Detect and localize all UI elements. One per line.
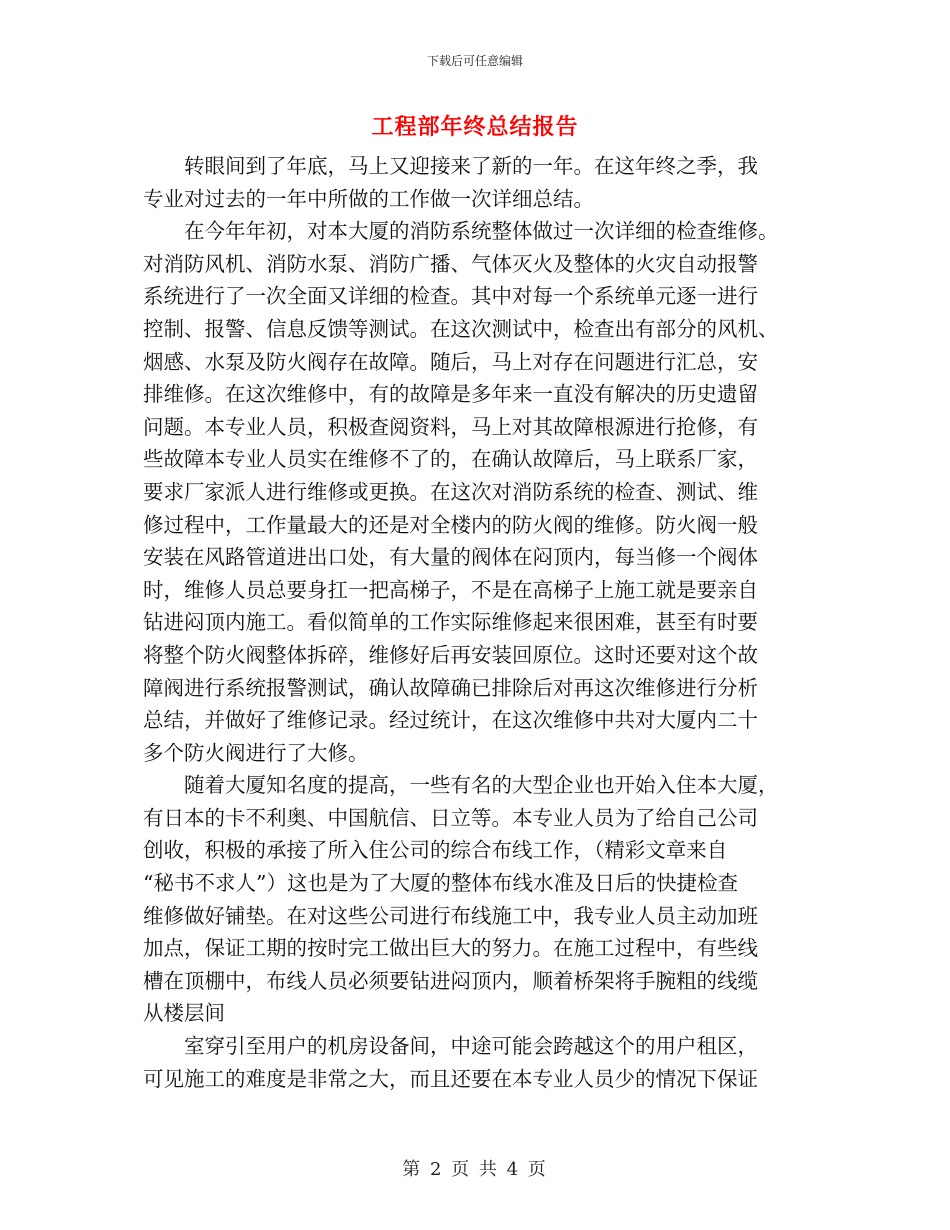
text-line: 对消防风机、消防水泵、消防广播、气体灭火及整体的火灾自动报警 [143, 251, 758, 276]
text-line: 钻进闷顶内施工。看似简单的工作实际维修起来很困难，甚至有时要 [143, 610, 758, 635]
text-line: 要求厂家派人进行维修或更换。在这次对消防系统的检查、测试、维 [143, 479, 758, 504]
text-line: 障阀进行系统报警测试，确认故障确已排除后对再这次维修进行分析 [143, 675, 758, 700]
text-line: “秘书不求人”）这也是为了大厦的整体布线水准及日后的快捷检查 [143, 871, 738, 896]
text-line: 室穿引至用户的机房设备间，中途可能会跨越这个的用户租区， [184, 1034, 758, 1059]
text-line: 些故障本专业人员实在维修不了的，在确认故障后，马上联系厂家， [143, 447, 758, 472]
text-line: 转眼间到了年底，马上又迎接来了新的一年。在这年终之季，我 [184, 154, 758, 178]
text-line: 有日本的卡不利奥、中国航信、日立等。本专业人员为了给自己公司 [143, 805, 758, 830]
text-line: 维修做好铺垫。在对这些公司进行布线施工中，我专业人员主动加班 [143, 903, 758, 928]
paragraph [143, 769, 808, 1030]
text-line: 将整个防火阀整体拆碎，维修好后再安装回原位。这时还要对这个故 [143, 642, 758, 667]
text-line: 时，维修人员总要身扛一把高梯子，不是在高梯子上施工就是要亲自 [143, 577, 758, 602]
text-line: 槽在顶棚中，布线人员必须要钻进闷顶内，顺着桥架将手腕粗的线缆 [143, 968, 758, 993]
text-line: 问题。本专业人员，积极查阅资料，马上对其故障根源进行抢修，有 [143, 414, 758, 439]
text-line: 烟感、水泵及防火阀存在故障。随后，马上对存在问题进行汇总，安 [143, 349, 758, 374]
text-line: 总结，并做好了维修记录。经过统计，在这次维修中共对大厦内二十 [143, 708, 758, 733]
text-line: 随着大厦知名度的提高，一些有名的大型企业也开始入住本大厦， [184, 773, 779, 798]
text-line: 多个防火阀进行了大修。 [143, 740, 369, 765]
paragraph [143, 1030, 808, 1095]
text-line: 排维修。在这次维修中，有的故障是多年来一直没有解决的历史遗留 [143, 382, 758, 407]
text-line: 从楼层间 [143, 1001, 225, 1026]
text-line: 创收，积极的承接了所入住公司的综合布线工作，（精彩文章来自 [143, 838, 728, 863]
text-line: 加点，保证工期的按时完工做出巨大的努力。在施工过程中，有些线 [143, 936, 758, 961]
paragraph [143, 215, 808, 769]
document-title: 工程部年终总结报告 [371, 114, 579, 140]
paragraph [143, 150, 808, 215]
document-body [143, 150, 808, 1095]
header-note: 下载后可任意编辑 [426, 54, 523, 68]
text-line: 在今年年初，对本大厦的消防系统整体做过一次详细的检查维修。 [184, 219, 779, 244]
text-line: 专业对过去的一年中所做的工作做一次详细总结。 [143, 186, 594, 211]
text-line: 可见施工的难度是非常之大，而且还要在本专业人员少的情况下保证 [143, 1066, 758, 1091]
text-line: 控制、报警、信息反馈等测试。在这次测试中，检查出有部分的风机、 [143, 316, 779, 341]
page-number: 第 2 页 共 4 页 [402, 1159, 548, 1180]
text-line: 修过程中，工作量最大的还是对全楼内的防火阀的维修。防火阀一般 [143, 512, 758, 537]
text-line: 安装在风路管道进出口处，有大量的阀体在闷顶内，每当修一个阀体 [143, 545, 758, 570]
text-line: 系统进行了一次全面又详细的检查。其中对每一个系统单元逐一进行 [143, 284, 758, 309]
